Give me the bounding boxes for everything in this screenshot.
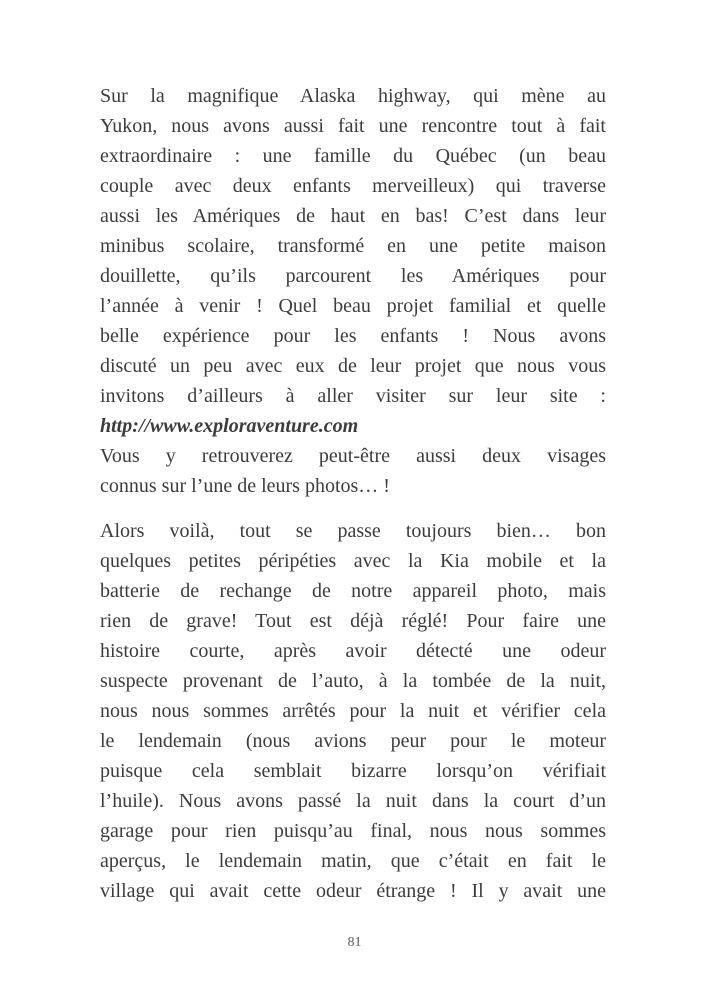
text-line: garage pour rien puisqu’au final, nous nous sommes (100, 820, 606, 842)
text-line: Yukon, nous avons aussi fait une rencontre tout à fait (100, 115, 606, 137)
text-line: couple avec deux enfants merveilleux) qui traverse (100, 175, 606, 197)
text-line: nous nous sommes arrêtés pour la nuit et vérifier cela (100, 700, 606, 722)
text-line: Vous y retrouverez peut-être aussi deux visages (100, 445, 606, 467)
text-line: l’année à venir ! Quel beau projet familial et quelle (100, 295, 606, 317)
text-line: discuté un peu avec eux de leur projet que nous vous (100, 355, 606, 377)
text-line: l’huile). Nous avons passé la nuit dans la court d’un (100, 790, 606, 812)
text-line: aussi les Amériques de haut en bas! C’est dans leur (100, 205, 606, 227)
text-line: village qui avait cette odeur étrange ! Il y avait une (100, 880, 606, 902)
text-line: batterie de rechange de notre appareil photo, mais (100, 580, 606, 602)
text-line: connus sur l’une de leurs photos… ! (100, 475, 390, 497)
text-line: suspecte provenant de l’auto, à la tombée de la nuit, (100, 670, 606, 692)
text-line: Sur la magnifique Alaska highway, qui mène au (100, 85, 606, 107)
text-line: histoire courte, après avoir détecté une odeur (100, 640, 606, 662)
text-line: rien de grave! Tout est déjà réglé! Pour faire une (100, 610, 606, 632)
text-line: le lendemain (nous avions peur pour le moteur (100, 730, 606, 752)
text-line: belle expérience pour les enfants ! Nous avons (100, 325, 606, 347)
text-line: minibus scolaire, transformé en une petite maison (100, 235, 606, 257)
text-line: aperçus, le lendemain matin, que c’était en fait le (100, 850, 606, 872)
paragraph-car-trouble (100, 516, 606, 906)
text-line: quelques petites péripéties avec la Kia mobile et la (100, 550, 606, 572)
text-line: invitons d’ailleurs à aller visiter sur leur site : (100, 385, 606, 407)
text-line: Alors voilà, tout se passe toujours bien… bon (100, 520, 606, 542)
text-block (100, 81, 606, 921)
site-url: http://www.exploraventure.com (100, 415, 359, 437)
text-line: extraordinaire : une famille du Québec (un beau (100, 145, 606, 167)
page-number: 81 (347, 935, 362, 950)
text-line: puisque cela semblait bizarre lorsqu’on vérifiait (100, 760, 606, 782)
text-line: douillette, qu’ils parcourent les Amériques pour (100, 265, 606, 287)
paragraph-travel-encounter (100, 81, 606, 501)
